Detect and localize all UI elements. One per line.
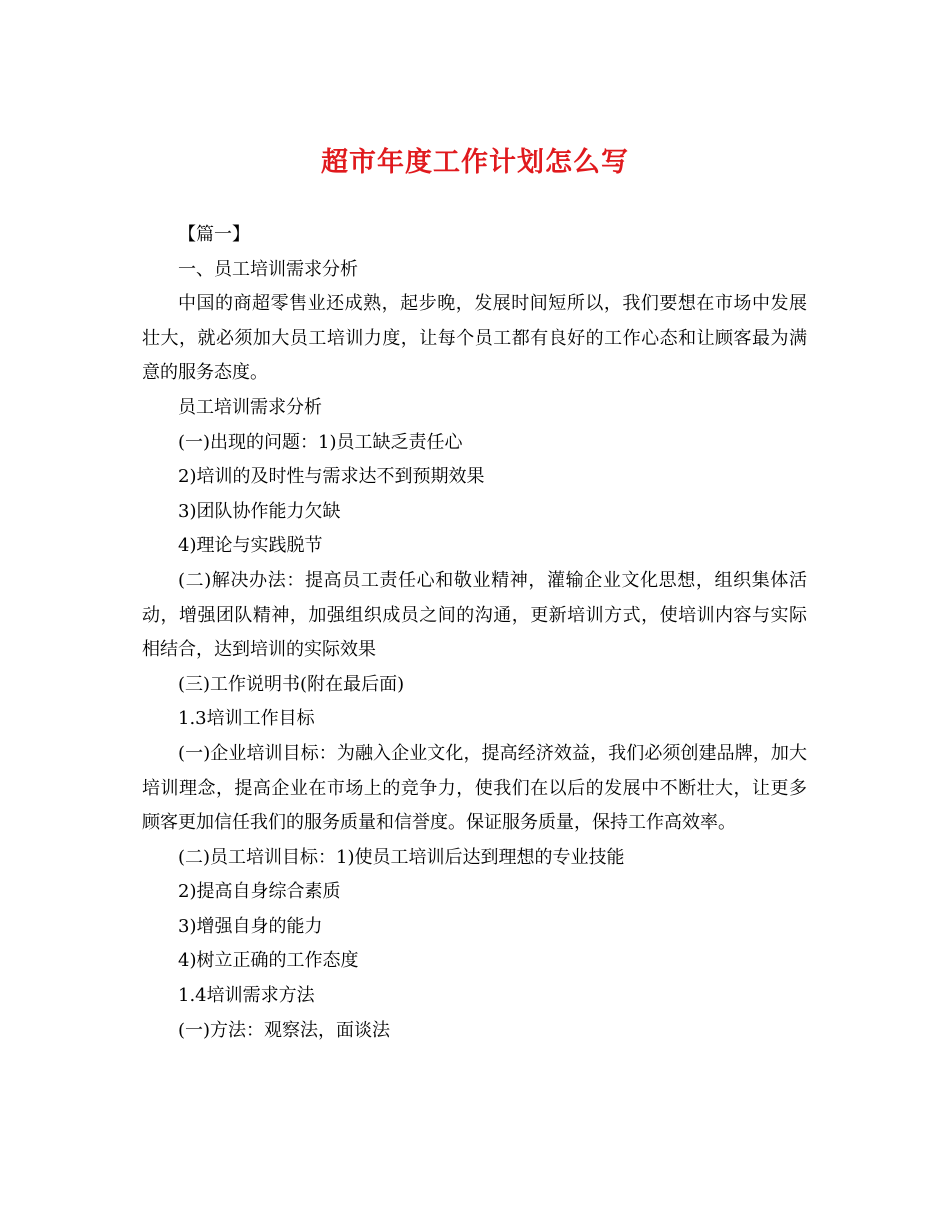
paragraph: 3)团队协作能力欠缺 (178, 500, 341, 522)
paragraph: 员工培训需求分析 (178, 396, 322, 418)
paragraph: (三)工作说明书(附在最后面) (178, 673, 405, 695)
paragraph: 2)提高自身综合素质 (178, 881, 341, 903)
paragraph: 2)培训的及时性与需求达不到预期效果 (178, 466, 485, 488)
paragraph: (二)解决办法：提高员工责任心和敬业精神，灌输企业文化思想，组织集体活动，增强团队精神，加强组织成员之间的沟通，更新培训方式，使培训内容与实际相结合，达到培训的实际效果 (142, 569, 807, 661)
paragraph: (一)方法：观察法，面谈法 (178, 1019, 391, 1041)
paragraph: 中国的商超零售业还成熟，起步晚，发展时间短所以，我们要想在市场中发展壮大，就必须加大员工培训力度，让每个员工都有良好的工作心态和让顾客最为满意的服务态度。 (142, 293, 807, 384)
paragraph-section-label: 【篇一】 (178, 224, 250, 245)
document-body (142, 218, 807, 1048)
paragraph: 3)增强自身的能力 (178, 915, 323, 937)
paragraph: 4)理论与实践脱节 (178, 535, 323, 557)
paragraph: (一)企业培训目标：为融入企业文化，提高经济效益，我们必须创建品牌，加大培训理念，提高企业在市场上的竞争力，使我们在以后的发展中不断壮大，让更多顾客更加信任我们的服务质量和信誉度。保证服务质量，保持工作高效率。 (142, 742, 807, 834)
paragraph: (一)出现的问题：1)员工缺乏责任心 (178, 431, 463, 453)
paragraph: 4)树立正确的工作态度 (178, 950, 359, 972)
paragraph: (二)员工培训目标：1)使员工培训后达到理想的专业技能 (178, 846, 625, 868)
paragraph-heading: 一、员工培训需求分析 (178, 258, 358, 280)
document-title: 超市年度工作计划怎么写 (321, 147, 629, 178)
paragraph: 1.3培训工作目标 (178, 708, 315, 730)
paragraph: 1.4培训需求方法 (178, 985, 315, 1007)
